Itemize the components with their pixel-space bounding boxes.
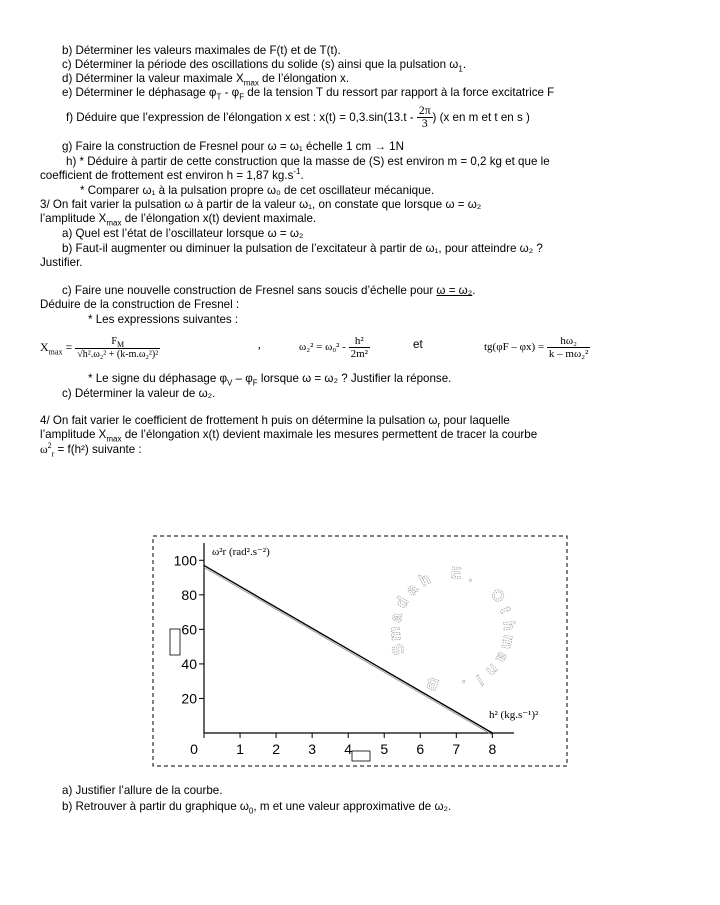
x-tick-label: 2 — [272, 741, 280, 757]
y-tick-label: 40 — [181, 655, 197, 672]
formula-tan: tg(φF – φx) = $\frac{\text{hω₂}}{\text{k – mω₂²}}$ — [484, 334, 589, 360]
data-series-line-shadow — [204, 564, 492, 735]
y-tick-label: 60 — [181, 621, 197, 638]
watermark-letter: h — [499, 620, 518, 632]
watermark-letter: t — [496, 604, 514, 616]
question-g: g) Faire la construction de Fresnel pour ω = ω₁ échelle 1 cm → 1N — [62, 140, 404, 153]
part3-signe: * Le signe du déphasage $\varphi_V - \varphi_F$ lorsque ω = ω₂ ? Justifier la réponse. — [88, 372, 452, 388]
chart-border — [153, 536, 567, 766]
part3-deduire: Déduire de la construction de Fresnel : — [40, 298, 240, 311]
part4-intro-2: l’amplitude $X_{max}$ de l’élongation x(t) devient maximale les mesures permettent de tracer la courbe — [40, 428, 538, 444]
x-tick-label: 4 — [344, 741, 353, 757]
watermark-letter: m — [386, 625, 405, 642]
x-tick-label: 8 — [488, 741, 497, 757]
part3-intro: 3/ On fait varier la pulsation ω à partir de la valeur ω₁, on constate que lorsque ω = ω₂ — [40, 198, 482, 211]
question-f: f) Déduire que l’expression de l’élongation x est : x(t) = 0,3.sin(13.t - $\frac{2\pi}{3}$ ) (x en m et t en s ) — [66, 104, 530, 131]
x-tick-label: 1 — [236, 741, 244, 757]
watermark-letter: a — [492, 648, 512, 665]
part3-question-b: b) Faut-il augmenter ou diminuer la pulsation de l’excitateur à partir de ω₁, pour atteindre ω₂ ? — [62, 242, 543, 255]
question-e: e) Déterminer le déphasage $\varphi_T - \varphi_F$ de la tension T du ressort par rapport à la force excitatrice F — [62, 86, 555, 102]
watermark-letter: O — [486, 586, 508, 607]
x-tick-label: 0 — [190, 741, 198, 757]
x-tick-label: 7 — [452, 741, 461, 757]
part3-question-b-justify: Justifier. — [40, 256, 83, 269]
y-axis-label: ω²r (rad².s⁻²) — [212, 546, 270, 558]
watermark-letter: d — [392, 594, 413, 612]
question-d: d) Déterminer la valeur maximale $X_{max}$ de l’élongation x. — [62, 72, 350, 88]
watermark-letter: S — [389, 641, 409, 658]
watermark-letter: a — [403, 580, 422, 600]
data-series-line — [204, 565, 492, 733]
watermark-stamp — [387, 565, 518, 694]
question-b: b) Déterminer les valeurs maximales de F(t) et de T(t). — [62, 44, 341, 57]
part4-intro-3: $\omega^2_r = f(h^2)$ suivante : — [40, 441, 142, 459]
part4-intro: 4/ On fait varier le coefficient de frottement h puis on détermine la pulsation $\omega_r$ pour laquelle — [40, 414, 510, 430]
watermark-letter: B — [424, 673, 442, 694]
watermark-letter: n — [482, 660, 502, 680]
part3-question-a: a) Quel est l’état de l’oscillateur lorsque ω = ω₂ — [62, 227, 304, 240]
watermark-letter: . — [466, 568, 477, 586]
scan-mark-box-2 — [352, 751, 370, 761]
formula-et: et — [413, 338, 423, 351]
y-tick-label: 100 — [173, 552, 197, 569]
omega-r-squared-vs-h-squared-chart — [152, 535, 568, 767]
question-h1: h) * Déduire à partir de cette construction que la masse de (S) est environ m = 0,2 kg et que le — [66, 155, 550, 168]
formula-omega2: ω₂² = ω₀² - $\frac{\text{h²}}{\text{2m²}}$ — [299, 334, 368, 360]
part3-question-c2: c) Déterminer la valeur de ω₂. — [62, 387, 216, 400]
watermark-letter: h — [416, 570, 434, 591]
watermark-letter: i — [473, 670, 486, 688]
x-tick-label: 5 — [380, 741, 389, 757]
part3-intro-2: l’amplitude $X_{max}$ de l’élongation x(t) devient maximale. — [40, 212, 317, 228]
watermark-letter: m — [497, 633, 518, 651]
question-c: c) Déterminer la période des oscillations du solide (s) ainsi que la pulsation $\omega_1$. — [62, 58, 467, 74]
formula-separator: , — [258, 338, 261, 351]
watermark-letter: a — [387, 611, 407, 624]
part4-question-b: b) Retrouver à partir du graphique $\omega_0$, m et une valeur approximative de ω₂. — [62, 800, 452, 816]
question-h3: * Comparer ω₁ à la pulsation propre ω₀ de cet oscillateur mécanique. — [80, 184, 435, 197]
part4-question-a: a) Justifier l’allure de la courbe. — [62, 784, 223, 797]
y-tick-label: 80 — [181, 586, 197, 603]
formula-xmax: $X_{max}$ = $\frac{F_M}{\text{√h².ω₂² + (k-m.ω₂²)²}}$ — [40, 335, 159, 360]
x-tick-label: 3 — [308, 741, 317, 757]
part3-question-c: c) Faire une nouvelle construction de Fresnel sans soucis d’échelle pour ω = ω₂. — [62, 284, 476, 297]
y-tick-label: 20 — [181, 690, 197, 707]
watermark-letter: E — [450, 564, 463, 583]
watermark-letter: . — [460, 676, 469, 694]
part3-expressions-label: * Les expressions suivantes : — [88, 313, 239, 326]
x-axis-label: h² (kg.s⁻¹)² — [489, 709, 539, 721]
question-h2: coefficient de frottement est environ h = 1,87 $kg.s^{-1}$. — [40, 167, 304, 182]
x-tick-label: 6 — [416, 741, 425, 757]
scan-mark-box — [170, 629, 180, 655]
